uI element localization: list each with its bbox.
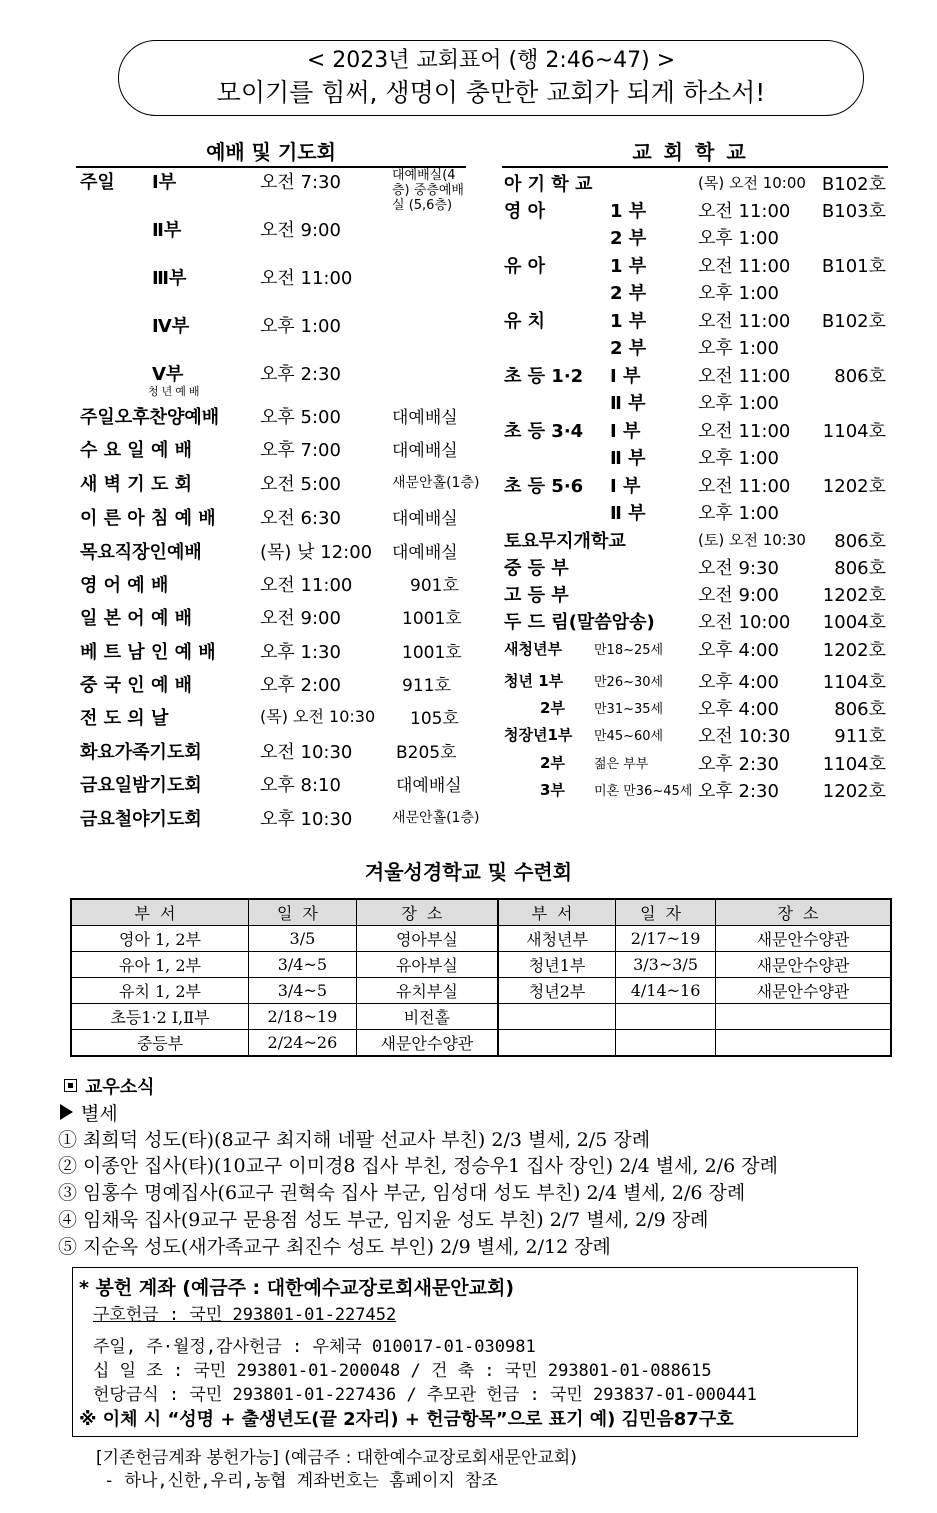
school-age: 만26~30세 bbox=[594, 675, 664, 690]
table-cell: 유아 1, 2부 bbox=[71, 952, 249, 978]
school-row bbox=[504, 334, 888, 361]
worship-time: (목) 낮 12:00 bbox=[260, 542, 373, 563]
worship-place: 대예배실 bbox=[392, 509, 458, 529]
school-time: 오전 9:00 bbox=[698, 585, 779, 606]
worship-place: 대예배실 bbox=[392, 543, 458, 563]
school-name: 유 아 bbox=[504, 256, 546, 277]
school-time: 오후 2:30 bbox=[698, 781, 779, 802]
worship-place: 911호 bbox=[402, 676, 451, 696]
table-cell: 새문안수양관 bbox=[715, 978, 891, 1004]
school-row bbox=[504, 362, 888, 389]
obituary-item: ⑤ 지순옥 성도(새가족교구 최진수 성도 부인) 2/9 별세, 2/12 장례 bbox=[58, 1236, 611, 1258]
school-room: B101호 bbox=[821, 256, 886, 277]
col-header: 부서 bbox=[71, 899, 249, 926]
school-time: 오전 11:00 bbox=[698, 256, 791, 277]
worship-heading: 예배 및 기도회 bbox=[76, 136, 466, 168]
obituary-item: ③ 임홍수 명예집사(6교구 권혁숙 집사 부군, 임성대 성도 부친) 2/4 별세, 2/6 장례 bbox=[58, 1182, 746, 1204]
school-room: 1202호 bbox=[822, 781, 886, 802]
school-part: Ⅱ 부 bbox=[610, 448, 646, 469]
school-room: 806호 bbox=[834, 366, 886, 387]
table-cell: 3/4~5 bbox=[249, 952, 357, 978]
worship-place: 1001호 bbox=[402, 609, 462, 629]
worship-row bbox=[80, 604, 480, 628]
motto-line-2: 모이기를 힘써, 생명이 충만한 교회가 되게 하소서! bbox=[216, 78, 766, 107]
worship-row bbox=[80, 571, 480, 595]
school-name: 영 아 bbox=[504, 201, 546, 222]
school-time: 오후 1:00 bbox=[698, 393, 779, 414]
school-age: 만45~60세 bbox=[594, 729, 664, 744]
worship-place: 대예배실 bbox=[396, 776, 462, 796]
school-age: 젊은 부부 bbox=[594, 757, 649, 772]
school-time: (토) 오전 10:30 bbox=[698, 531, 806, 549]
worship-time: 오전 6:30 bbox=[260, 508, 341, 529]
worship-time: 오전 9:00 bbox=[260, 608, 341, 629]
school-age: 만18~25세 bbox=[594, 643, 664, 658]
worship-time: 오후 2:00 bbox=[260, 675, 341, 696]
col-header: 일자 bbox=[249, 899, 357, 926]
worship-name: 베 트 남 인 예 배 bbox=[80, 642, 216, 663]
table-cell: 청년1부 bbox=[498, 952, 616, 978]
school-part: 1 부 bbox=[610, 201, 647, 222]
worship-name: Ⅴ부 bbox=[152, 364, 184, 385]
school-row bbox=[504, 444, 888, 471]
table-cell bbox=[498, 1030, 616, 1057]
school-name: 새청년부 bbox=[504, 640, 562, 658]
offering-accounts-box bbox=[72, 1267, 858, 1437]
school-part: Ⅱ 부 bbox=[610, 503, 646, 524]
school-room: 1104호 bbox=[822, 754, 886, 775]
table-row bbox=[71, 1030, 891, 1057]
worship-place: 대예배실 bbox=[392, 408, 458, 428]
school-part: Ⅰ 부 bbox=[610, 476, 641, 497]
worship-time: 오후 1:30 bbox=[260, 642, 341, 663]
worship-time: 오후 1:00 bbox=[260, 316, 341, 337]
school-time: 오후 4:00 bbox=[698, 672, 779, 693]
youth-worship-note: 청년예배 bbox=[148, 385, 203, 398]
school-time: 오전 9:30 bbox=[698, 558, 779, 579]
school-row bbox=[504, 750, 888, 777]
col-header: 부서 bbox=[498, 899, 616, 926]
school-room: 1202호 bbox=[822, 476, 886, 497]
school-row bbox=[504, 307, 888, 334]
worship-row bbox=[80, 216, 480, 240]
table-cell: 초등1·2 Ⅰ,Ⅱ부 bbox=[71, 1004, 249, 1030]
school-row bbox=[504, 608, 888, 635]
table-cell: 3/3~3/5 bbox=[616, 952, 716, 978]
table-cell: 새문안수양관 bbox=[715, 926, 891, 952]
motto-line-1: < 2023년 교회표어 (행 2:46~47) > bbox=[306, 48, 676, 73]
school-part: Ⅰ 부 bbox=[610, 421, 641, 442]
school-heading: 교회학교 bbox=[502, 136, 888, 168]
table-cell: 청년2부 bbox=[498, 978, 616, 1004]
school-room: B102호 bbox=[821, 311, 886, 332]
obituary-heading bbox=[60, 1099, 118, 1126]
school-room: 1202호 bbox=[822, 640, 886, 661]
table-cell bbox=[715, 1030, 891, 1057]
school-part: 2 부 bbox=[610, 283, 647, 304]
school-name: 초 등 5·6 bbox=[504, 476, 584, 497]
table-row bbox=[71, 1004, 891, 1030]
school-row bbox=[504, 668, 888, 695]
worship-name: 일 본 어 예 배 bbox=[80, 608, 193, 629]
table-cell bbox=[616, 1030, 716, 1057]
worship-name: 화요가족기도회 bbox=[80, 742, 202, 763]
school-room: 911호 bbox=[834, 726, 886, 747]
worship-place: B205호 bbox=[396, 743, 457, 763]
school-row bbox=[504, 777, 888, 804]
school-part: Ⅱ 부 bbox=[610, 393, 646, 414]
worship-place: 새문안홀(1층) bbox=[392, 810, 480, 826]
table-cell: 새청년부 bbox=[498, 926, 616, 952]
school-room: B102호 bbox=[821, 174, 886, 195]
school-room: 1104호 bbox=[822, 421, 886, 442]
worship-time: 오전 10:30 bbox=[260, 742, 353, 763]
obituary-item: ① 최희덕 성도(타)(8교구 최지해 네팔 선교사 부친) 2/3 별세, 2/5 장례 bbox=[58, 1129, 651, 1151]
worship-name: 금요일밤기도회 bbox=[80, 775, 202, 796]
table-cell: 비전홀 bbox=[356, 1004, 498, 1030]
table-row bbox=[71, 926, 891, 952]
table-cell: 새문안수양관 bbox=[715, 952, 891, 978]
obituary-heading-text: 별세 bbox=[81, 1103, 118, 1125]
news-heading-text: 교우소식 bbox=[85, 1077, 155, 1098]
school-name: 초 등 3·4 bbox=[504, 421, 584, 442]
transfer-note: ※ 이체 시 “성명 + 출생년도(끝 2자리) + 헌금항목”으로 표기 예) 김민음87구호 bbox=[79, 1409, 734, 1430]
school-row bbox=[504, 527, 888, 554]
worship-row bbox=[80, 264, 480, 288]
school-row bbox=[504, 695, 888, 722]
school-row bbox=[504, 389, 888, 416]
worship-time: 오전 5:00 bbox=[260, 474, 341, 495]
school-room: 806호 bbox=[834, 558, 886, 579]
school-name: 아 기 학 교 bbox=[504, 174, 593, 195]
table-cell bbox=[715, 1004, 891, 1030]
school-name: 유 치 bbox=[504, 311, 546, 332]
school-name: 2부 bbox=[540, 699, 565, 717]
school-row bbox=[504, 554, 888, 581]
school-time: (목) 오전 10:00 bbox=[698, 174, 806, 192]
col-header: 장소 bbox=[715, 899, 891, 926]
school-part: 2 부 bbox=[610, 228, 647, 249]
school-time: 오전 11:00 bbox=[698, 421, 791, 442]
table-row bbox=[71, 978, 891, 1004]
school-time: 오후 4:00 bbox=[698, 640, 779, 661]
table-cell: 3/4~5 bbox=[249, 978, 357, 1004]
worship-time: 오전 7:30 bbox=[260, 172, 341, 193]
school-name: 토요무지개학교 bbox=[504, 531, 626, 552]
worship-row bbox=[80, 436, 480, 460]
school-part: 2 부 bbox=[610, 338, 647, 359]
school-room: B103호 bbox=[821, 201, 886, 222]
worship-name: 금요철야기도회 bbox=[80, 809, 202, 830]
account-line: 십 일 조 : 국민 293801-01-200048 / 건 축 : 국민 293801-01-088615 bbox=[93, 1361, 712, 1381]
school-row bbox=[504, 224, 888, 251]
news-heading bbox=[64, 1073, 155, 1099]
worship-row bbox=[80, 538, 480, 562]
school-part: Ⅰ 부 bbox=[610, 366, 641, 387]
school-time: 오후 1:00 bbox=[698, 503, 779, 524]
worship-row bbox=[80, 805, 480, 829]
school-time: 오후 1:00 bbox=[698, 338, 779, 359]
worship-time: 오후 5:00 bbox=[260, 407, 341, 428]
worship-row bbox=[80, 312, 480, 336]
worship-row bbox=[80, 704, 480, 728]
school-time: 오전 10:00 bbox=[698, 612, 791, 633]
table-cell: 영아 1, 2부 bbox=[71, 926, 249, 952]
worship-name: Ⅱ부 bbox=[152, 220, 182, 241]
worship-row bbox=[80, 504, 480, 528]
school-row bbox=[504, 636, 888, 663]
worship-time: 오후 10:30 bbox=[260, 809, 353, 830]
school-time: 오후 1:00 bbox=[698, 228, 779, 249]
worship-place: 대예배실 bbox=[392, 441, 458, 461]
worship-name: 전 도 의 날 bbox=[80, 708, 169, 729]
worship-time: 오전 11:00 bbox=[260, 575, 353, 596]
worship-name: 새 벽 기 도 회 bbox=[80, 474, 193, 495]
worship-name: 수 요 일 예 배 bbox=[80, 440, 193, 461]
winter-table bbox=[70, 898, 892, 1057]
worship-place: 901호 bbox=[410, 576, 459, 596]
worship-place: 1001호 bbox=[402, 643, 462, 663]
legacy-accounts-note: [기존헌금계좌 봉헌가능] (예금주 : 대한예수교장로회새문안교회) bbox=[96, 1448, 577, 1468]
school-room: 806호 bbox=[834, 699, 886, 720]
table-cell: 유치 1, 2부 bbox=[71, 978, 249, 1004]
worship-row bbox=[80, 403, 480, 427]
table-cell: 중등부 bbox=[71, 1030, 249, 1057]
worship-time: 오후 2:30 bbox=[260, 364, 341, 385]
school-row bbox=[504, 581, 888, 608]
col-header: 일자 bbox=[616, 899, 716, 926]
obituary-item: ② 이종안 집사(타)(10교구 이미경8 집사 부친, 정승우1 집사 장인) 2/4 별세, 2/6 장례 bbox=[58, 1155, 778, 1177]
school-time: 오후 2:30 bbox=[698, 754, 779, 775]
worship-time: 오전 9:00 bbox=[260, 220, 341, 241]
table-cell bbox=[498, 1004, 616, 1030]
worship-row bbox=[80, 738, 480, 762]
school-time: 오후 4:00 bbox=[698, 699, 779, 720]
worship-row bbox=[80, 671, 480, 695]
triangle-bullet-icon bbox=[60, 1104, 73, 1120]
school-age: 만31~35세 bbox=[594, 702, 664, 717]
worship-time: 오후 7:00 bbox=[260, 440, 341, 461]
worship-name: 중 국 인 예 배 bbox=[80, 675, 193, 696]
account-line: 주일, 주·월정,감사헌금 : 우체국 010017-01-030981 bbox=[93, 1337, 536, 1357]
table-cell: 2/24~26 bbox=[249, 1030, 357, 1057]
worship-name: 이 른 아 침 예 배 bbox=[80, 508, 216, 529]
school-name: 초 등 1·2 bbox=[504, 366, 584, 387]
worship-row bbox=[80, 470, 480, 494]
homepage-note: - 하나,신한,우리,농협 계좌번호는 홈페이지 참조 bbox=[104, 1471, 498, 1491]
school-time: 오전 11:00 bbox=[698, 201, 791, 222]
table-cell: 4/14~16 bbox=[616, 978, 716, 1004]
worship-time: 오전 11:00 bbox=[260, 268, 353, 289]
school-time: 오후 1:00 bbox=[698, 448, 779, 469]
worship-row bbox=[80, 771, 480, 795]
worship-row bbox=[80, 168, 480, 213]
school-row bbox=[504, 279, 888, 306]
table-cell: 영아부실 bbox=[356, 926, 498, 952]
table-row bbox=[71, 952, 891, 978]
school-row bbox=[504, 499, 888, 526]
table-cell: 유아부실 bbox=[356, 952, 498, 978]
school-time: 오후 1:00 bbox=[698, 283, 779, 304]
account-line: 헌당금식 : 국민 293801-01-227436 / 추모관 헌금 : 국민 293837-01-000441 bbox=[93, 1385, 757, 1405]
school-name: 2부 bbox=[540, 754, 565, 772]
table-cell: 3/5 bbox=[249, 926, 357, 952]
school-time: 오전 11:00 bbox=[698, 311, 791, 332]
worship-row bbox=[80, 638, 480, 662]
motto-box bbox=[118, 40, 864, 116]
worship-time: 오후 8:10 bbox=[260, 775, 341, 796]
school-name: 두 드 림(말씀암송) bbox=[504, 612, 655, 633]
table-cell: 2/17~19 bbox=[616, 926, 716, 952]
school-row bbox=[504, 722, 888, 749]
school-name: 3부 bbox=[540, 781, 565, 799]
school-row bbox=[504, 417, 888, 444]
worship-name: 목요직장인예배 bbox=[80, 542, 202, 563]
school-row bbox=[504, 472, 888, 499]
school-name: 고 등 부 bbox=[504, 585, 569, 606]
offering-accounts-title: * 봉헌 계좌 (예금주 : 대한예수교장로회새문안교회) bbox=[79, 1277, 515, 1299]
obituary-item: ④ 임채욱 집사(9교구 문용점 성도 부군, 임지윤 성도 부친) 2/7 별세, 2/9 장례 bbox=[58, 1209, 709, 1231]
worship-place: 새문안홀(1층) bbox=[392, 475, 480, 491]
school-room: 806호 bbox=[834, 531, 886, 552]
sunday-label: 주일 bbox=[80, 172, 115, 193]
school-time: 오전 11:00 bbox=[698, 366, 791, 387]
school-name: 청년 1부 bbox=[504, 672, 564, 690]
school-part: 1 부 bbox=[610, 311, 647, 332]
school-name: 청장년1부 bbox=[504, 726, 573, 744]
school-age: 미혼 만36~45세 bbox=[594, 784, 693, 799]
table-cell: 새문안수양관 bbox=[356, 1030, 498, 1057]
col-header: 장소 bbox=[356, 899, 498, 926]
worship-name: Ⅲ부 bbox=[152, 268, 187, 289]
square-bullet-icon bbox=[64, 1079, 77, 1092]
school-row bbox=[504, 252, 888, 279]
school-name: 중 등 부 bbox=[504, 558, 569, 579]
table-cell: 유치부실 bbox=[356, 978, 498, 1004]
worship-place: 대예배실(4층) 중층예배실 (5,6층) bbox=[392, 168, 464, 213]
worship-name: 영 어 예 배 bbox=[80, 575, 169, 596]
school-room: 1104호 bbox=[822, 672, 886, 693]
school-time: 오전 10:30 bbox=[698, 726, 791, 747]
table-cell bbox=[616, 1004, 716, 1030]
worship-name: Ⅰ부 bbox=[152, 172, 177, 193]
school-room: 1004호 bbox=[822, 612, 886, 633]
worship-time: (목) 오전 10:30 bbox=[260, 707, 376, 726]
school-part: 1 부 bbox=[610, 256, 647, 277]
table-cell: 2/18~19 bbox=[249, 1004, 357, 1030]
worship-name: 주일오후찬양예배 bbox=[80, 407, 220, 428]
relief-account: 구호헌금 : 국민 293801-01-227452 bbox=[93, 1305, 397, 1325]
winter-title: 겨울성경학교 및 수련회 bbox=[364, 860, 573, 884]
worship-row bbox=[80, 360, 480, 384]
worship-place: 105호 bbox=[410, 709, 459, 729]
school-row bbox=[504, 197, 888, 224]
table-header-row bbox=[71, 899, 891, 926]
worship-name: Ⅳ부 bbox=[152, 316, 190, 337]
school-room: 1202호 bbox=[822, 585, 886, 606]
school-time: 오전 11:00 bbox=[698, 476, 791, 497]
school-row bbox=[504, 170, 888, 197]
